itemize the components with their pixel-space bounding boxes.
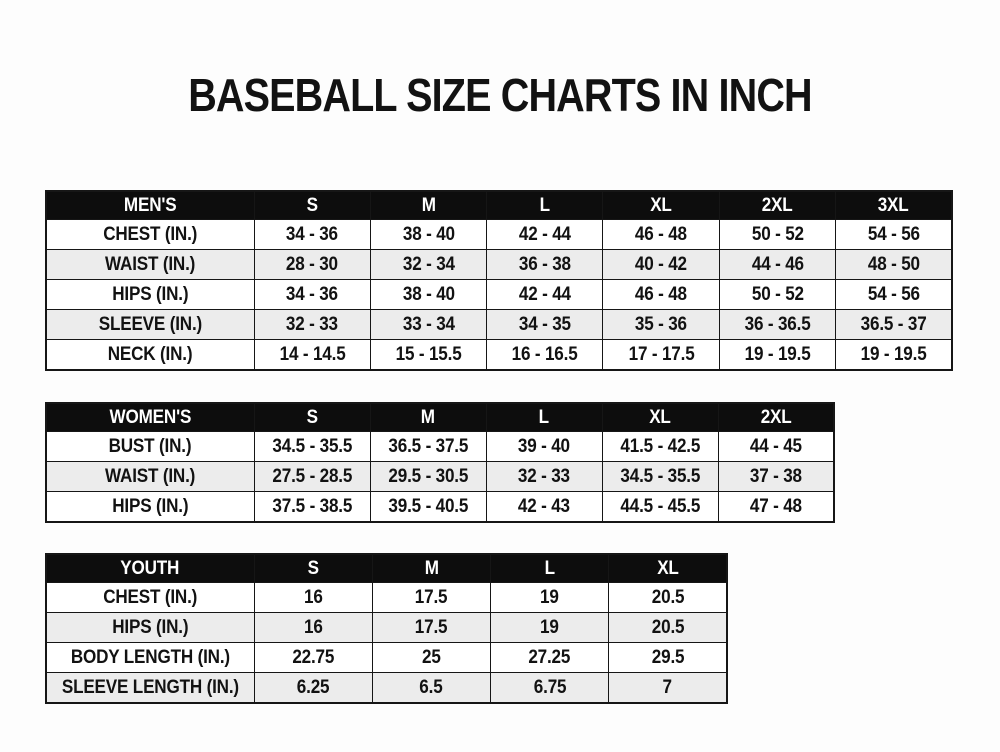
size-column-header (836, 191, 952, 220)
youth-group-header (46, 554, 254, 583)
header-label: 3XL (878, 194, 909, 216)
size-column-header (254, 191, 370, 220)
size-value (370, 310, 486, 340)
size-value (370, 492, 486, 523)
size-value (254, 613, 372, 643)
row-label-text: HIPS (IN.) (112, 283, 189, 305)
size-value (836, 250, 952, 280)
size-value (254, 310, 370, 340)
size-value-text: 34.5 - 35.5 (620, 465, 700, 487)
table-row (46, 250, 952, 280)
size-value-text: 36.5 - 37.5 (388, 435, 468, 457)
size-value (487, 250, 603, 280)
size-value-text: 6.5 (419, 676, 443, 698)
size-value-text: 16 (303, 586, 323, 608)
size-value-text: 16 - 16.5 (511, 343, 578, 365)
size-value (602, 462, 718, 492)
size-column-header (491, 554, 609, 583)
size-value-text: 14 - 14.5 (279, 343, 346, 365)
size-value (254, 492, 370, 523)
size-value (719, 280, 835, 310)
size-value-text: 33 - 34 (402, 313, 455, 335)
size-value-text: 29.5 (651, 646, 684, 668)
header-label: M (420, 406, 436, 428)
size-value-text: 46 - 48 (635, 283, 688, 305)
size-value (609, 643, 727, 673)
mens-table-grid (45, 190, 953, 371)
row-label-text: SLEEVE (IN.) (98, 313, 202, 335)
row-label-text: BUST (IN.) (108, 435, 192, 457)
row-label (46, 462, 254, 492)
mens-header-row (46, 191, 952, 220)
size-value (372, 643, 490, 673)
size-value (372, 613, 490, 643)
size-value (603, 280, 719, 310)
header-label: 2XL (762, 194, 793, 216)
size-value (370, 250, 486, 280)
size-value-text: 39.5 - 40.5 (388, 495, 468, 517)
mens-group-header (46, 191, 254, 220)
size-value-text: 17.5 (415, 616, 448, 638)
size-value (370, 432, 486, 462)
header-label: S (306, 406, 318, 428)
size-value-text: 34 - 36 (286, 283, 339, 305)
size-value-text: 32 - 33 (517, 465, 570, 487)
size-value (254, 250, 370, 280)
header-label: 2XL (760, 406, 792, 428)
size-column-header (718, 403, 834, 432)
row-label-text: HIPS (IN.) (112, 616, 189, 638)
header-label: M (424, 557, 439, 579)
size-column-header (254, 554, 372, 583)
size-column-header (370, 403, 486, 432)
womens-header-row (46, 403, 834, 432)
header-label: L (539, 194, 550, 216)
row-label (46, 643, 254, 673)
size-value-text: 34.5 - 35.5 (272, 435, 352, 457)
row-label-text: CHEST (IN.) (103, 223, 198, 245)
size-value-text: 35 - 36 (635, 313, 688, 335)
size-value (254, 340, 370, 371)
size-value (487, 220, 603, 250)
table-row (46, 310, 952, 340)
size-value (603, 220, 719, 250)
size-value-text: 19 - 19.5 (860, 343, 927, 365)
size-value-text: 44 - 46 (751, 253, 804, 275)
size-value (486, 432, 602, 462)
size-value (836, 220, 952, 250)
table-row (46, 462, 834, 492)
size-value (603, 310, 719, 340)
size-value-text: 27.5 - 28.5 (272, 465, 352, 487)
size-value (836, 310, 952, 340)
size-value-text: 42 - 43 (517, 495, 570, 517)
size-value (718, 432, 834, 462)
size-value-text: 36 - 38 (518, 253, 571, 275)
row-label-text: CHEST (IN.) (103, 586, 198, 608)
row-label (46, 583, 254, 613)
size-value (491, 613, 609, 643)
size-value (254, 220, 370, 250)
size-value-text: 46 - 48 (635, 223, 688, 245)
page-title: BASEBALL SIZE CHARTS IN INCH (188, 69, 812, 121)
size-value-text: 19 - 19.5 (744, 343, 811, 365)
size-value (602, 492, 718, 523)
header-label: M (421, 194, 436, 216)
size-value (603, 340, 719, 371)
size-value (491, 673, 609, 704)
size-value-text: 22.75 (292, 646, 335, 668)
header-label: YOUTH (120, 557, 180, 579)
header-label: S (306, 194, 318, 216)
size-value-text: 6.25 (296, 676, 330, 698)
size-value (718, 462, 834, 492)
size-value-text: 37.5 - 38.5 (272, 495, 352, 517)
size-value-text: 40 - 42 (635, 253, 688, 275)
size-value (370, 462, 486, 492)
size-value-text: 17.5 (415, 586, 448, 608)
table-row (46, 643, 727, 673)
row-label-text: SLEEVE LENGTH (IN.) (61, 676, 239, 698)
size-value (254, 280, 370, 310)
size-value (836, 340, 952, 371)
table-row (46, 220, 952, 250)
size-value-text: 27.25 (528, 646, 571, 668)
size-value-text: 38 - 40 (402, 283, 455, 305)
size-value-text: 50 - 52 (751, 283, 804, 305)
size-value (254, 462, 370, 492)
header-label: XL (656, 557, 679, 579)
size-value (602, 432, 718, 462)
size-column-header (254, 403, 370, 432)
size-value (609, 583, 727, 613)
table-row (46, 583, 727, 613)
size-value (609, 613, 727, 643)
table-row (46, 492, 834, 523)
table-row (46, 340, 952, 371)
size-value (254, 583, 372, 613)
size-value-text: 44 - 45 (749, 435, 802, 457)
row-label (46, 613, 254, 643)
size-value-text: 39 - 40 (517, 435, 570, 457)
size-value-text: 19 (540, 586, 559, 608)
size-column-header (487, 191, 603, 220)
size-value-text: 42 - 44 (518, 283, 571, 305)
size-column-header (602, 403, 718, 432)
row-label (46, 340, 254, 371)
size-column-header (719, 191, 835, 220)
size-value (372, 673, 490, 704)
header-label: WOMEN'S (109, 406, 192, 428)
row-label (46, 432, 254, 462)
size-value-text: 37 - 38 (749, 465, 802, 487)
size-value-text: 38 - 40 (402, 223, 455, 245)
size-value (254, 432, 370, 462)
size-value (718, 492, 834, 523)
size-value (372, 583, 490, 613)
size-value-text: 36 - 36.5 (744, 313, 811, 335)
row-label (46, 310, 254, 340)
size-value-text: 20.5 (651, 586, 684, 608)
size-value-text: 34 - 36 (286, 223, 339, 245)
size-value-text: 20.5 (651, 616, 684, 638)
size-value-text: 32 - 33 (286, 313, 339, 335)
size-value (254, 643, 372, 673)
size-value (603, 250, 719, 280)
row-label-text: WAIST (IN.) (105, 253, 196, 275)
row-label (46, 250, 254, 280)
size-value-text: 48 - 50 (867, 253, 920, 275)
header-label: MEN'S (123, 194, 177, 216)
youth-size-table (45, 553, 728, 704)
size-value (719, 250, 835, 280)
size-value-text: 29.5 - 30.5 (388, 465, 468, 487)
size-value-text: 54 - 56 (867, 223, 920, 245)
size-value-text: 36.5 - 37 (860, 313, 927, 335)
size-value-text: 16 (303, 616, 323, 638)
row-label (46, 492, 254, 523)
table-row (46, 432, 834, 462)
size-column-header (486, 403, 602, 432)
row-label (46, 280, 254, 310)
size-value-text: 50 - 52 (751, 223, 804, 245)
table-row (46, 613, 727, 643)
size-column-header (609, 554, 727, 583)
size-value-text: 54 - 56 (867, 283, 920, 305)
header-label: L (544, 557, 555, 579)
youth-table-grid (45, 553, 728, 704)
size-value (491, 583, 609, 613)
table-row (46, 280, 952, 310)
womens-size-table (45, 402, 835, 523)
youth-header-row (46, 554, 727, 583)
row-label (46, 220, 254, 250)
size-value (487, 280, 603, 310)
size-column-header (603, 191, 719, 220)
header-label: L (538, 406, 550, 428)
size-value-text: 28 - 30 (286, 253, 339, 275)
size-value-text: 47 - 48 (749, 495, 802, 517)
size-value (486, 462, 602, 492)
row-label-text: HIPS (IN.) (112, 495, 189, 517)
size-value (370, 280, 486, 310)
size-value (719, 220, 835, 250)
row-label-text: NECK (IN.) (107, 343, 193, 365)
size-value (370, 220, 486, 250)
header-label: XL (650, 194, 672, 216)
size-value-text: 41.5 - 42.5 (620, 435, 700, 457)
size-value-text: 42 - 44 (518, 223, 571, 245)
size-value-text: 19 (540, 616, 559, 638)
size-column-header (372, 554, 490, 583)
table-row (46, 673, 727, 704)
size-value (719, 340, 835, 371)
womens-group-header (46, 403, 254, 432)
size-value (486, 492, 602, 523)
row-label (46, 673, 254, 704)
size-value (487, 310, 603, 340)
size-value-text: 15 - 15.5 (395, 343, 462, 365)
size-value (370, 340, 486, 371)
size-column-header (370, 191, 486, 220)
size-value (836, 280, 952, 310)
size-value-text: 25 (422, 646, 441, 668)
size-value-text: 44.5 - 45.5 (620, 495, 700, 517)
size-value-text: 32 - 34 (402, 253, 455, 275)
mens-size-table (45, 190, 953, 371)
header-label: S (307, 557, 319, 579)
size-value (719, 310, 835, 340)
size-value (254, 673, 372, 704)
row-label-text: WAIST (IN.) (105, 465, 196, 487)
row-label-text: BODY LENGTH (IN.) (70, 646, 230, 668)
header-label: XL (649, 406, 671, 428)
size-value-text: 17 - 17.5 (628, 343, 695, 365)
size-value (609, 673, 727, 704)
size-value-text: 7 (662, 676, 673, 698)
size-value (491, 643, 609, 673)
size-value-text: 6.75 (533, 676, 566, 698)
womens-table-grid (45, 402, 835, 523)
size-value-text: 34 - 35 (518, 313, 571, 335)
size-value (487, 340, 603, 371)
